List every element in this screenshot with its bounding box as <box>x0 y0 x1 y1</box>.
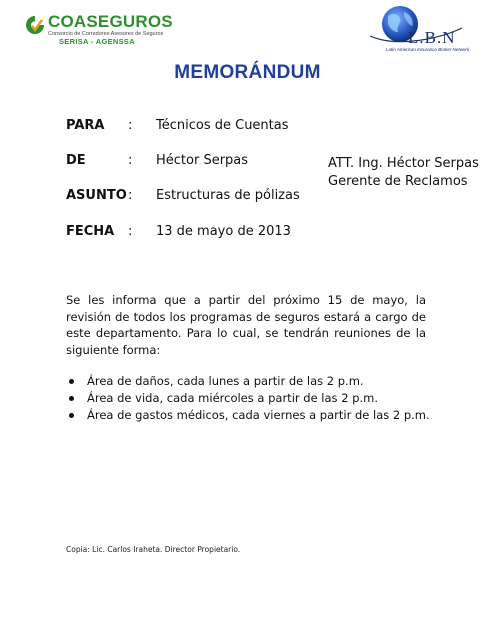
field-value: Héctor Serpas <box>156 153 249 168</box>
field-label: FECHA <box>66 224 115 239</box>
list-item-text: Área de vida, cada miércoles a partir de las 2 p.m. <box>87 391 378 405</box>
coaseguros-tagline: Consorcio de Corredores Asesores de Seguros <box>48 31 164 37</box>
coaseguros-logo-icon <box>24 14 46 36</box>
lbn-logo <box>362 2 480 54</box>
memo-title: MEMORÁNDUM <box>174 62 321 83</box>
coaseguros-brand: COASEGUROS <box>48 12 173 31</box>
copy-note: Copia: Lic. Carlos Iraheta. Director Propietario. <box>66 545 241 554</box>
list-item-text: Área de gastos médicos, cada viernes a partir de las 2 p.m. <box>87 408 430 422</box>
memo-body: Se les informa que a partir del próximo 15 de mayo, la revisión de todos los programas de seguros estará a cargo de este departamento. Para lo cual, se tendrán reuniones de la siguiente forma: <box>66 293 426 357</box>
field-colon: : <box>128 118 133 133</box>
field-label: PARA <box>66 118 105 133</box>
field-colon: : <box>128 224 133 239</box>
bullet-icon <box>69 379 74 384</box>
field-label: DE <box>66 153 86 168</box>
field-label: ASUNTO <box>66 188 127 203</box>
attention-block <box>328 155 479 191</box>
list-item-text: Área de daños, cada lunes a partir de las 2 p.m. <box>87 374 364 388</box>
bullet-icon <box>69 413 74 418</box>
field-colon: : <box>128 153 133 168</box>
bullet-icon <box>69 396 74 401</box>
coaseguros-logo <box>24 12 174 50</box>
coaseguros-sub: SERISA - AGENSSA <box>59 37 135 46</box>
field-value: Estructuras de pólizas <box>156 188 300 203</box>
list-item <box>66 373 426 390</box>
attention-line-1: ATT. Ing. Héctor Serpas <box>328 156 479 171</box>
field-colon: : <box>128 188 133 203</box>
lbn-brand: L.B.N <box>408 28 456 47</box>
list-item <box>66 390 426 407</box>
field-value: 13 de mayo de 2013 <box>156 224 291 239</box>
field-value: Técnicos de Cuentas <box>156 118 289 133</box>
attention-line-2: Gerente de Reclamos <box>328 174 468 189</box>
lbn-tagline: Latin American Insurance Broker Network <box>386 47 470 52</box>
schedule-list <box>66 373 430 424</box>
list-item <box>66 407 430 424</box>
